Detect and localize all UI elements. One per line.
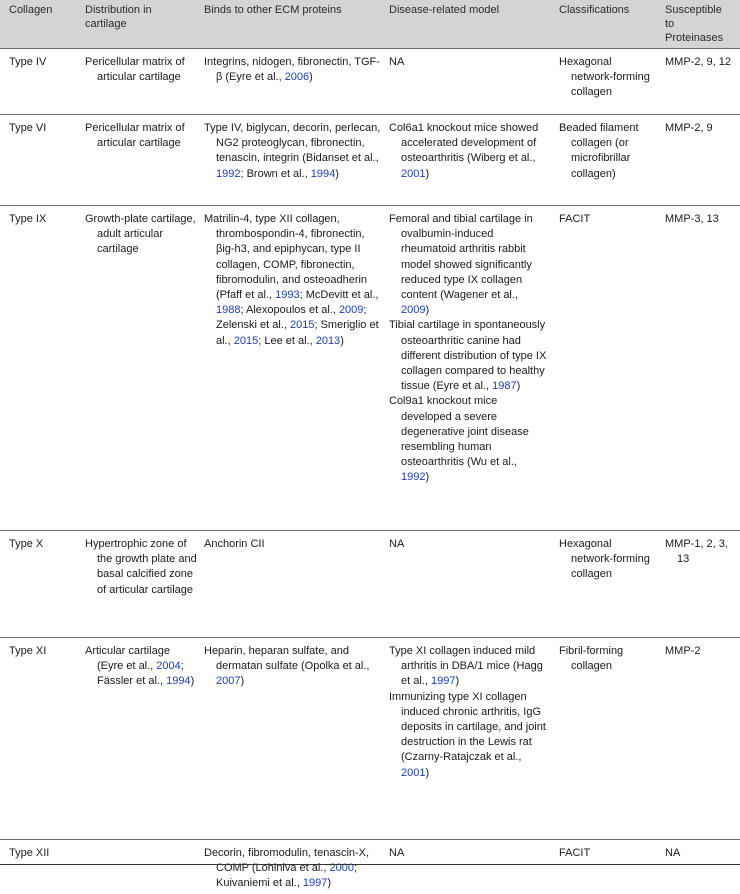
cell-proteinases <box>665 846 737 861</box>
cell-paragraph <box>559 121 655 182</box>
cell-paragraph <box>389 394 547 485</box>
cell-text: ) <box>190 675 195 688</box>
cell-paragraph <box>389 846 547 861</box>
cell-distribution <box>85 537 197 598</box>
cell-text: Matrilin-4, type XII collagen, thrombospondin-4, fibronectin, βig-h3, and epiphycan, type II collagen, COMP, fibronectin, fibromodulin, and osteoadherin (Pfaff et al., <box>204 213 368 302</box>
cell-paragraph <box>665 644 737 659</box>
cell-paragraph <box>665 846 737 861</box>
cell-paragraph <box>85 121 197 151</box>
cell-paragraph <box>9 212 81 227</box>
cell-text: MMP-2 <box>665 645 701 657</box>
cell-text: Type XII <box>9 847 50 859</box>
cell-collagen <box>9 846 81 861</box>
citation-year-link[interactable]: 1997 <box>302 877 328 890</box>
cell-text: ; Zelenski et al., <box>216 304 367 332</box>
cell-paragraph <box>389 212 547 318</box>
cell-text: ) <box>425 471 430 484</box>
cell-paragraph <box>9 644 81 659</box>
cell-text: ; Fässler et al., <box>97 660 184 688</box>
cell-collagen <box>9 212 81 227</box>
cell-text: NA <box>389 56 405 68</box>
cell-collagen <box>9 537 81 552</box>
cell-text: ; Kuivaniemi et al., <box>216 862 358 890</box>
cell-text: Pericellular matrix of articular cartilage <box>85 122 185 150</box>
cell-collagen <box>9 121 81 136</box>
cell-paragraph <box>559 846 655 861</box>
cell-distribution <box>85 212 197 258</box>
cell-text: ; McDevitt et al., <box>299 289 379 302</box>
cell-distribution <box>85 55 197 85</box>
table-row-type-ix <box>0 205 740 531</box>
table-bottom-rule <box>0 864 740 865</box>
citation-year-link[interactable]: 2006 <box>284 71 310 84</box>
citation-year-link[interactable]: 1993 <box>275 289 300 302</box>
cell-text: Hexagonal network-forming collagen <box>559 56 650 99</box>
cell-text: Hexagonal network-forming collagen <box>559 538 650 581</box>
cell-binds <box>204 644 382 690</box>
cell-distribution <box>85 121 197 151</box>
citation-year-link[interactable]: 2000 <box>329 862 354 875</box>
cell-text: Type XI <box>9 645 47 657</box>
cell-paragraph <box>389 121 547 182</box>
cell-text: Decorin, fibromodulin, tenascin-X, COMP (Lohiniva et al., <box>204 847 370 875</box>
cell-text: Type IV <box>9 56 47 68</box>
citation-year-link[interactable]: 1994 <box>310 167 336 180</box>
cell-text: Immunizing type XI collagen induced chronic arthritis, IgG deposits in cartilage, and joint destruction in the Lewis rat (Czarny-Ratajczak et al., <box>389 690 546 764</box>
citation-year-link[interactable]: 1997 <box>430 675 456 688</box>
cell-disease-model <box>389 121 547 182</box>
citation-year-link[interactable]: 2004 <box>156 660 181 673</box>
cell-paragraph <box>204 537 382 552</box>
table-row-type-xi <box>0 637 740 840</box>
cell-classification <box>559 644 655 674</box>
cell-text: MMP-2, 9, 12 <box>665 56 732 68</box>
cell-text: ; Lee et al., <box>258 334 316 347</box>
cell-text: ; Smeriglio et al., <box>216 319 379 347</box>
cell-disease-model <box>389 644 547 781</box>
cell-disease-model <box>389 212 547 486</box>
cell-text: NA <box>665 847 681 859</box>
cell-paragraph <box>665 55 737 70</box>
cell-text: MMP-1, 2, 3, 13 <box>665 538 728 566</box>
cell-collagen <box>9 644 81 659</box>
citation-year-link[interactable]: 2015 <box>289 319 315 332</box>
cell-text: MMP-2, 9 <box>665 122 713 134</box>
citation-year-link[interactable]: 1992 <box>401 471 426 484</box>
cell-text: ) <box>309 71 313 84</box>
header-proteinases: Susceptible to Proteinases <box>665 4 724 44</box>
cell-text: ) <box>516 380 521 393</box>
citation-year-link[interactable]: 1994 <box>166 675 191 688</box>
cell-text: Integrins, nidogen, fibronectin, TGF-β (Eyre et al., <box>204 56 380 84</box>
cell-classification <box>559 846 655 861</box>
header-collagen: Collagen <box>9 4 53 16</box>
cell-text: Fibril-forming collagen <box>559 645 624 673</box>
header-distribution: Distribution in cartilage <box>85 4 152 30</box>
cell-paragraph <box>389 55 547 70</box>
cell-proteinases <box>665 212 737 227</box>
cell-text: Hypertrophic zone of the growth plate and basal calcified zone of articular cartilage <box>85 538 197 596</box>
cell-text: ) <box>240 675 245 688</box>
cell-paragraph <box>9 55 81 70</box>
citation-year-link[interactable]: 2009 <box>401 304 426 317</box>
cell-proteinases <box>665 644 737 659</box>
cell-paragraph <box>204 644 382 690</box>
cell-text: NA <box>389 847 405 859</box>
cell-paragraph <box>389 318 547 394</box>
cell-proteinases <box>665 55 737 70</box>
cell-text: ) <box>425 766 430 779</box>
citation-year-link[interactable]: 2013 <box>315 334 341 347</box>
cell-classification <box>559 212 655 227</box>
header-disease-model: Disease-related model <box>389 4 500 16</box>
cell-paragraph <box>559 644 655 674</box>
cell-binds <box>204 846 382 892</box>
cell-text: ; Brown et al., <box>240 167 311 180</box>
cell-distribution <box>85 644 197 690</box>
cell-text: Type IX <box>9 213 47 225</box>
cell-paragraph <box>204 55 382 85</box>
citation-year-link[interactable]: 2001 <box>401 167 426 180</box>
cell-paragraph <box>204 846 382 892</box>
cell-text: Beaded filament collagen (or microfibrillar collagen) <box>559 122 639 180</box>
citation-year-link[interactable]: 1987 <box>492 380 517 393</box>
cell-text: ; Alexopoulos et al., <box>240 304 339 317</box>
cell-text: Tibial cartilage in spontaneously osteoarthritic canine had different distribution of type IX collagen compared to healthy tissue (Eyre et al., <box>389 319 547 393</box>
cell-classification <box>559 537 655 583</box>
cell-paragraph <box>9 846 81 861</box>
cell-proteinases <box>665 121 737 136</box>
cell-text: FACIT <box>559 213 591 225</box>
cell-disease-model <box>389 537 547 552</box>
cell-text: ) <box>425 167 430 180</box>
citation-year-link[interactable]: 1988 <box>216 304 241 317</box>
cell-text: Articular cartilage (Eyre et al., <box>85 645 170 673</box>
table-row-type-vi <box>0 114 740 206</box>
header-classifications: Classifications <box>559 4 630 16</box>
cell-paragraph <box>389 690 547 781</box>
cell-binds <box>204 121 382 182</box>
cell-disease-model <box>389 55 547 70</box>
cell-classification <box>559 55 655 101</box>
cell-text: Type IV, biglycan, decorin, perlecan, NG2 proteoglycan, fibronectin, tenascin, integrin (Bidanset et al., <box>204 122 381 165</box>
cell-collagen <box>9 55 81 70</box>
cell-text: Type XI collagen induced mild arthritis in DBA/1 mice (Hagg et al., <box>389 645 543 688</box>
cell-paragraph <box>559 55 655 101</box>
table-row-type-x <box>0 530 740 638</box>
table-header <box>0 0 740 48</box>
cell-text: NA <box>389 538 405 550</box>
cell-paragraph <box>204 121 382 182</box>
citation-year-link[interactable]: 1992 <box>216 167 241 180</box>
cell-text: FACIT <box>559 847 591 859</box>
cell-paragraph <box>85 537 197 598</box>
cell-text: ) <box>327 877 331 890</box>
cell-paragraph <box>85 644 197 690</box>
cell-paragraph <box>665 212 737 227</box>
cell-disease-model <box>389 846 547 861</box>
cell-text: Type VI <box>9 122 47 134</box>
cell-classification <box>559 121 655 182</box>
cell-paragraph <box>665 537 737 567</box>
cell-text: Heparin, heparan sulfate, and dermatan sulfate (Opolka et al., <box>204 645 370 673</box>
cell-paragraph <box>204 212 382 349</box>
cell-text: Col9a1 knockout mice developed a severe degenerative joint disease resembling human osteoarthritis (Wu et al., <box>389 395 529 469</box>
cell-text: MMP-3, 13 <box>665 213 719 225</box>
cell-text: Pericellular matrix of articular cartilage <box>85 56 185 84</box>
cell-binds <box>204 212 382 349</box>
cell-binds <box>204 55 382 85</box>
citation-year-link[interactable]: 2009 <box>338 304 364 317</box>
cell-paragraph <box>559 537 655 583</box>
cell-paragraph <box>85 212 197 258</box>
cell-paragraph <box>85 55 197 85</box>
table-row-type-xii <box>0 839 740 890</box>
citation-year-link[interactable]: 2007 <box>216 675 241 688</box>
cell-binds <box>204 537 382 552</box>
cell-proteinases <box>665 537 737 567</box>
cell-text: ) <box>335 167 339 180</box>
cell-text: Type X <box>9 538 44 550</box>
cell-paragraph <box>389 537 547 552</box>
header-binds: Binds to other ECM proteins <box>204 4 342 16</box>
cell-paragraph <box>9 121 81 136</box>
cell-paragraph <box>389 644 547 690</box>
cell-paragraph <box>9 537 81 552</box>
cell-text: Col6a1 knockout mice showed accelerated development of osteoarthritis (Wiberg et al., <box>389 122 539 165</box>
table-row-type-iv <box>0 48 740 115</box>
cell-text: ) <box>425 304 430 317</box>
cell-paragraph <box>559 212 655 227</box>
citation-year-link[interactable]: 2015 <box>233 334 259 347</box>
cell-text: ) <box>340 334 344 347</box>
cell-text: ) <box>455 675 460 688</box>
cell-paragraph <box>665 121 737 136</box>
citation-year-link[interactable]: 2001 <box>401 766 426 779</box>
cell-text: Anchorin CII <box>204 538 265 550</box>
cell-text: Growth-plate cartilage, adult articular cartilage <box>85 213 196 256</box>
cell-text: Femoral and tibial cartilage in ovalbumin-induced rheumatoid arthritis rabbit model showed significantly reduced type IX collagen content (Wagener et al., <box>389 213 533 302</box>
